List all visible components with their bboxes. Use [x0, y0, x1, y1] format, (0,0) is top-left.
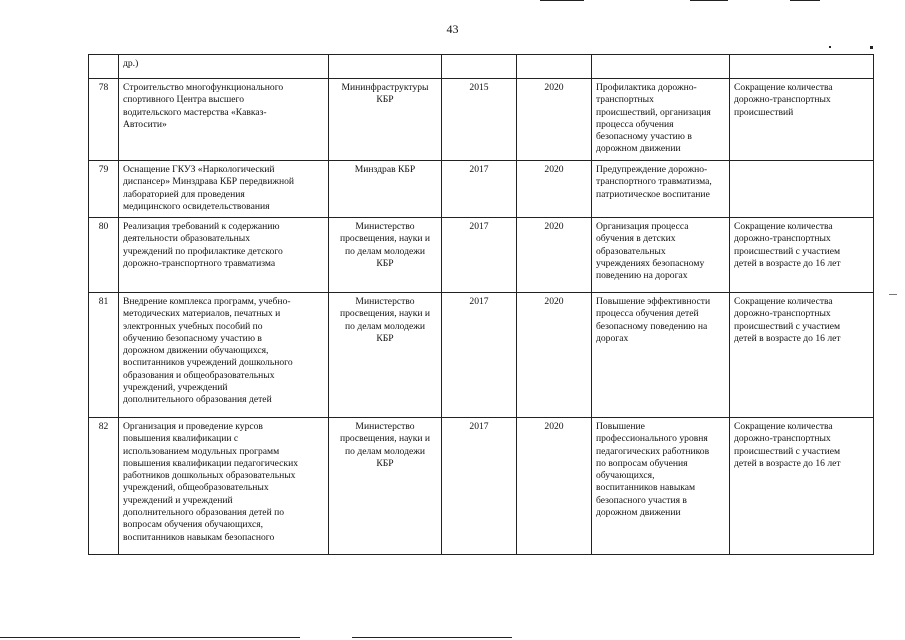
start-year: 2015 [442, 79, 517, 161]
measure-goal: Повышение профессионального уровня педагогических работников по вопросам обучения обучающихся, воспитанников навыкам безопасного участия в дорожном движении [592, 418, 730, 555]
scan-dot-2 [870, 46, 873, 49]
scan-mark-top-1 [540, 0, 584, 1]
end-year: 2020 [517, 161, 592, 218]
row-number: 81 [89, 293, 119, 418]
row-number [89, 55, 119, 79]
responsible-agency: Мининфраструктуры КБР [329, 79, 442, 161]
measure-text: Реализация требований к содержанию деятельности образовательных учреждений по профилактике детского дорожно-транспортного травматизма [119, 218, 329, 293]
measure-text: Внедрение комплекса программ, учебно- методических материалов, печатных и электронных учебных пособий по обучению безопасному участию в дорожном движении обучающихся, воспитанников учреждений дошкольного образования и общеобразовательных учреждений, учреждений дополнительного образования детей [119, 293, 329, 418]
measures-table [88, 54, 874, 555]
table-row [89, 418, 874, 555]
responsible-agency: Минздрав КБР [329, 161, 442, 218]
expected-result: Сокращение количества дорожно-транспортных происшествий с участием детей в возрасте до 16 лет [730, 293, 874, 418]
table-row [89, 161, 874, 218]
scan-mark-top-2 [690, 0, 728, 1]
responsible-agency [329, 55, 442, 79]
scan-mark-bottom-2 [352, 637, 512, 638]
expected-result [730, 161, 874, 218]
responsible-agency: Министерство просвещения, науки и по делам молодежи КБР [329, 293, 442, 418]
expected-result [730, 55, 874, 79]
measure-goal: Предупреждение дорожно- транспортного травматизма, патриотическое воспитание [592, 161, 730, 218]
end-year: 2020 [517, 293, 592, 418]
row-number: 79 [89, 161, 119, 218]
page-number: 43 [446, 22, 459, 36]
scan-mark-bottom-1 [0, 637, 300, 638]
end-year: 2020 [517, 418, 592, 555]
table-row [89, 79, 874, 161]
row-number: 80 [89, 218, 119, 293]
measure-text: Строительство многофункционального спортивного Центра высшего водительского мастерства «Кавказ- Автосити» [119, 79, 329, 161]
measure-goal: Организация процесса обучения в детских образовательных учреждениях безопасному поведению на дорогах [592, 218, 730, 293]
scan-dot-1 [829, 46, 831, 48]
row-number: 78 [89, 79, 119, 161]
measure-goal: Повышение эффективности процесса обучения детей безопасному поведению на дорогах [592, 293, 730, 418]
measure-goal [592, 55, 730, 79]
measure-text: др.) [119, 55, 329, 79]
start-year: 2017 [442, 161, 517, 218]
start-year: 2017 [442, 218, 517, 293]
measure-goal: Профилактика дорожно- транспортных происшествий, организация процесса обучения безопасному участию в дорожном движении [592, 79, 730, 161]
row-number: 82 [89, 418, 119, 555]
table-row [89, 218, 874, 293]
expected-result: Сокращение количества дорожно-транспортных происшествий с участием детей в возрасте до 16 лет [730, 218, 874, 293]
table-row-continuation [89, 55, 874, 79]
table-row [89, 293, 874, 418]
expected-result: Сокращение количества дорожно-транспортных происшествий [730, 79, 874, 161]
measure-text: Организация и проведение курсов повышения квалификации с использованием модульных программ повышения квалификации педагогических работников дошкольных образовательных учреждений, общеобразовательных учреждений и учреждений дополнительного образования детей по вопросам обучения обучающихся, воспитанников навыкам безопасного [119, 418, 329, 555]
end-year [517, 55, 592, 79]
responsible-agency: Министерство просвещения, науки и по делам молодежи КБР [329, 218, 442, 293]
scan-dash-right [889, 294, 897, 295]
expected-result: Сокращение количества дорожно-транспортных происшествий с участием детей в возрасте до 16 лет [730, 418, 874, 555]
end-year: 2020 [517, 79, 592, 161]
start-year [442, 55, 517, 79]
end-year: 2020 [517, 218, 592, 293]
scan-mark-top-3 [790, 0, 820, 1]
measure-text: Оснащение ГКУЗ «Наркологический диспансер» Минздрава КБР передвижной лабораторией для проведения медицинского освидетельствования [119, 161, 329, 218]
start-year: 2017 [442, 418, 517, 555]
responsible-agency: Министерство просвещения, науки и по делам молодежи КБР [329, 418, 442, 555]
start-year: 2017 [442, 293, 517, 418]
